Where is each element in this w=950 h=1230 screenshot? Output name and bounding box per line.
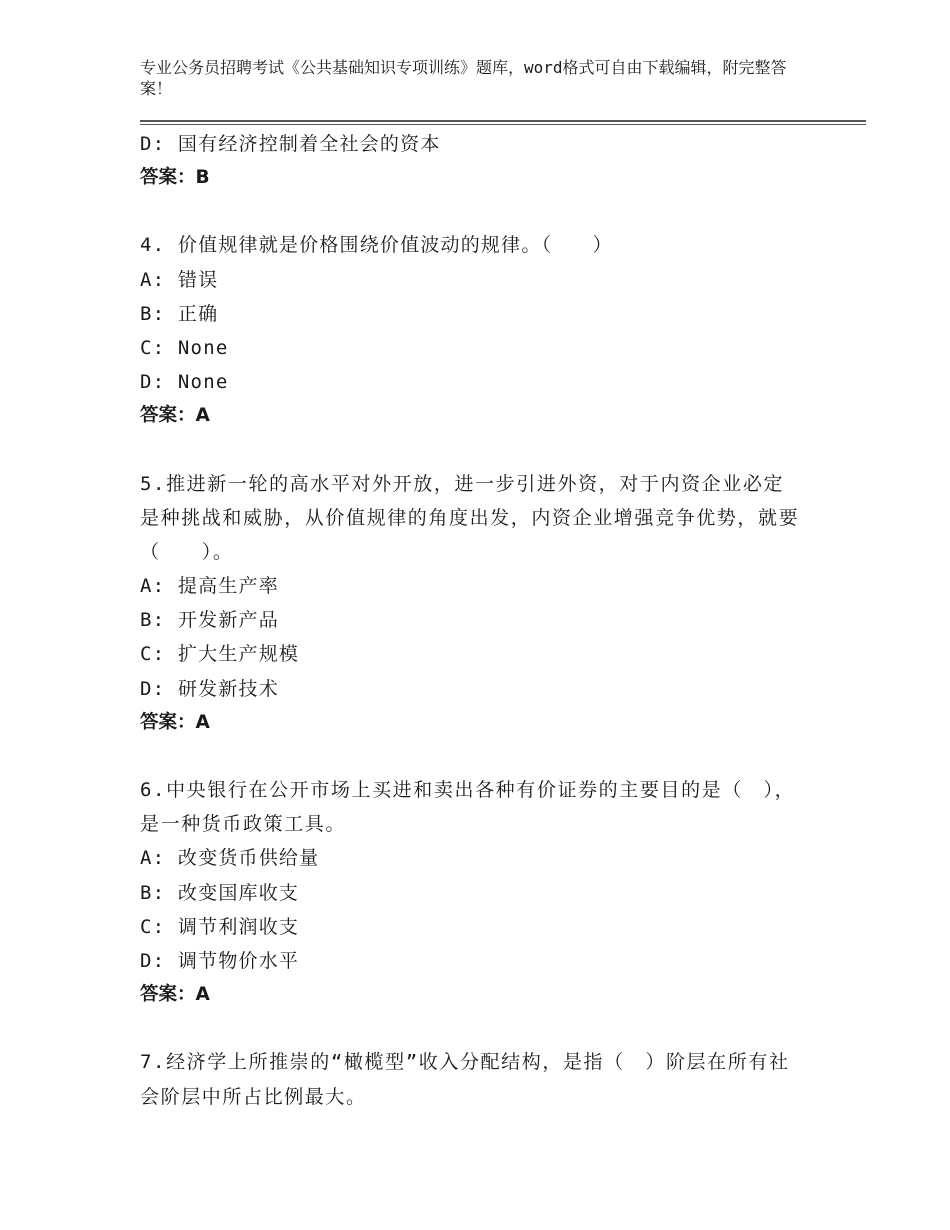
question-6-option-a: A: 改变货币供给量 xyxy=(140,847,320,870)
question-6-stem: 6.中央银行在公开市场上买进和卖出各种有价证券的主要目的是（ ），是一种货币政策工具。 xyxy=(140,779,796,836)
spacer xyxy=(140,195,800,228)
question-4-option-c: C: None xyxy=(140,336,229,359)
spacer xyxy=(140,1012,800,1045)
question-4-option-b: B: 正确 xyxy=(140,302,219,325)
question-5-option-c: C: 扩大生产规模 xyxy=(140,643,300,666)
question-7-stem: 7.经济学上所推崇的“橄榄型”收入分配结构，是指（ ）阶层在所有社会阶层中所占比例最大。 xyxy=(140,1051,790,1108)
question-4-stem: 4. 价值规律就是价格围绕价值波动的规律。（ ） xyxy=(140,234,613,257)
spacer xyxy=(140,434,800,467)
question-6-answer: 答案：A xyxy=(140,984,210,1006)
prev-option-d: D: 国有经济控制着全社会的资本 xyxy=(140,133,441,155)
prev-answer: 答案：B xyxy=(140,167,210,189)
question-4-option-d: D: None xyxy=(140,371,229,394)
spacer xyxy=(140,740,800,773)
question-6-option-c: C: 调节利润收支 xyxy=(140,915,300,938)
question-5-option-d: D: 研发新技术 xyxy=(140,677,279,700)
question-content xyxy=(140,127,800,1114)
question-5-stem: 5.推进新一轮的高水平对外开放，进一步引进外资，对于内资企业必定是种挑战和威胁，从价值规律的角度出发，内资企业增强竞争优势，就要（ ）。 xyxy=(140,472,800,563)
question-6-option-d: D: 调节物价水平 xyxy=(140,950,300,973)
question-5-answer: 答案：A xyxy=(140,711,210,733)
question-5-option-a: A: 提高生产率 xyxy=(140,575,279,598)
question-5-option-b: B: 开发新产品 xyxy=(140,609,279,632)
header-divider-thick xyxy=(140,120,866,122)
header-divider-thin xyxy=(140,124,866,125)
document-header: 专业公务员招聘考试《公共基础知识专项训练》题库，word格式可自由下载编辑，附完整答案！ xyxy=(140,58,787,98)
question-4-answer: 答案：A xyxy=(140,405,210,427)
question-6-option-b: B: 改变国库收支 xyxy=(140,881,300,904)
question-4-option-a: A: 错误 xyxy=(140,268,219,291)
